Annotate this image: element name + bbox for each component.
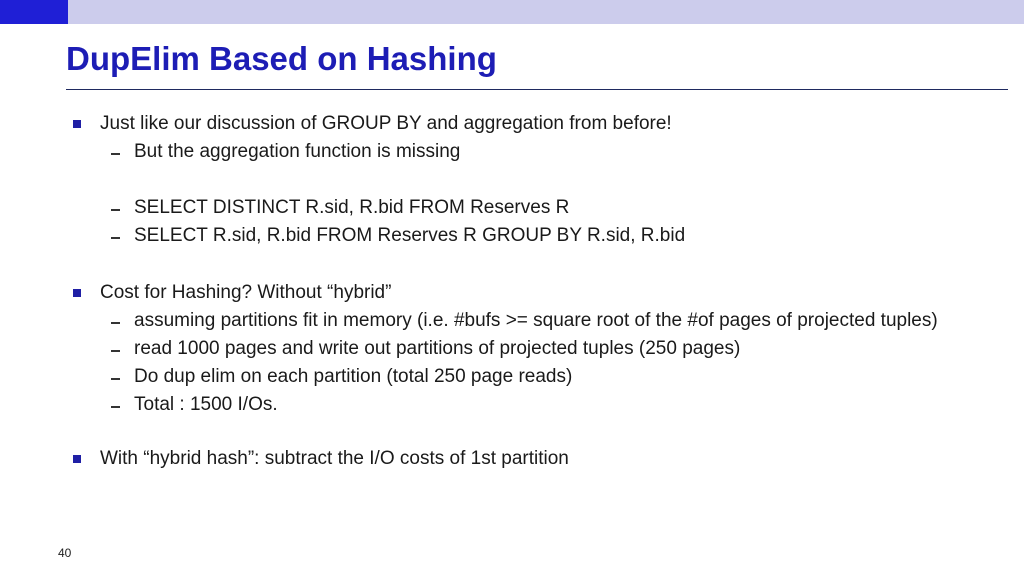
square-bullet-icon [73, 455, 81, 463]
sub-bullet-text: assuming partitions fit in memory (i.e. #bufs >= square root of the #of pages of projected tuples) [134, 310, 938, 331]
square-bullet-icon [73, 120, 81, 128]
sub-bullet-text: But the aggregation function is missing [134, 141, 461, 162]
dash-bullet-icon [111, 153, 120, 155]
dash-bullet-icon [111, 406, 120, 408]
sub-bullet-text: SELECT DISTINCT R.sid, R.bid FROM Reserves R [134, 197, 570, 218]
sub-bullet-text: Total : 1500 I/Os. [134, 394, 278, 415]
dash-bullet-icon [111, 237, 120, 239]
bullet-text: With “hybrid hash”: subtract the I/O costs of 1st partition [100, 448, 569, 469]
sub-bullet-text: read 1000 pages and write out partitions of projected tuples (250 pages) [134, 338, 741, 359]
dash-bullet-icon [111, 378, 120, 380]
square-bullet-icon [73, 289, 81, 297]
sub-bullet-text: SELECT R.sid, R.bid FROM Reserves R GROUP BY R.sid, R.bid [134, 225, 686, 246]
dash-bullet-icon [111, 350, 120, 352]
sub-bullet-text: Do dup elim on each partition (total 250 page reads) [134, 366, 573, 387]
dash-bullet-icon [111, 322, 120, 324]
page-number: 40 [58, 546, 72, 560]
bullet-text: Just like our discussion of GROUP BY and aggregation from before! [100, 113, 672, 134]
slide-title: DupElim Based on Hashing [66, 40, 497, 77]
bullet-text: Cost for Hashing? Without “hybrid” [100, 282, 392, 303]
dash-bullet-icon [111, 209, 120, 211]
